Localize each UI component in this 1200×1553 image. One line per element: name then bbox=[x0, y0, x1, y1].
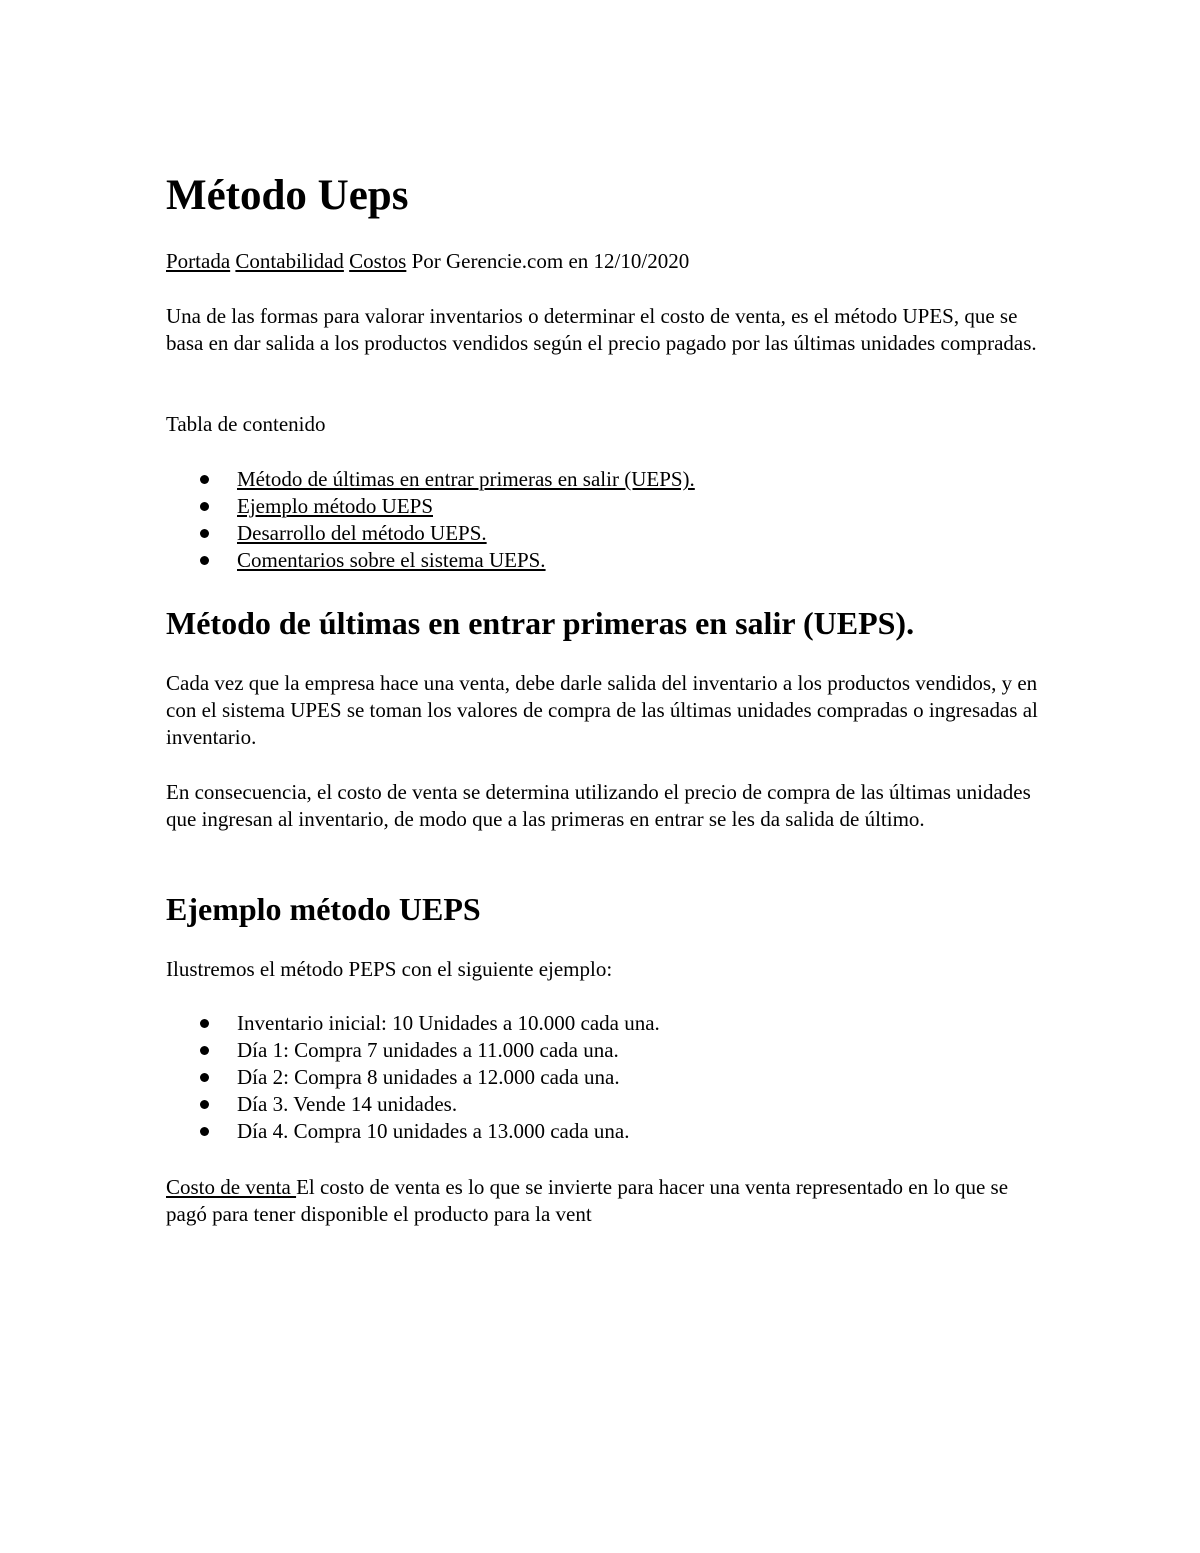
bullet-icon bbox=[200, 556, 209, 565]
intro-paragraph: Una de las formas para valorar inventarios o determinar el costo de venta, es el método UPES, que se basa en dar salida a los productos vendidos según el precio pagado por las últimas unidades compradas. bbox=[166, 304, 1037, 355]
costo-venta-paragraph: Costo de venta El costo de venta es lo que se invierte para hacer una venta representado en lo que se pagó para tener disponible el producto para la vent bbox=[166, 1175, 1009, 1226]
bullet-icon bbox=[200, 1100, 209, 1109]
bullet-icon bbox=[200, 475, 209, 484]
section-heading-metodo: Método de últimas en entrar primeras en salir (UEPS). bbox=[166, 605, 915, 641]
bullet-icon bbox=[200, 1127, 209, 1136]
section1-paragraph-2: En consecuencia, el costo de venta se determina utilizando el precio de compra de las últimas unidades que ingresan al inventario, de modo que a las primeras en entrar se les da salida de último. bbox=[166, 780, 1031, 831]
costo-de-venta-link[interactable]: Costo de venta bbox=[166, 1175, 297, 1199]
toc-list bbox=[166, 466, 1046, 574]
breadcrumb-link-portada[interactable]: Portada bbox=[166, 249, 231, 273]
toc-label: Tabla de contenido bbox=[166, 412, 326, 436]
bullet-icon bbox=[200, 1019, 209, 1028]
ejemplo-item: Día 2: Compra 8 unidades a 12.000 cada una. bbox=[166, 1064, 1046, 1091]
ejemplo-item: Día 3. Vende 14 unidades. bbox=[166, 1091, 1046, 1118]
bullet-icon bbox=[200, 529, 209, 538]
toc-item bbox=[166, 493, 1046, 520]
ejemplo-item: Día 1: Compra 7 unidades a 11.000 cada una. bbox=[166, 1037, 1046, 1064]
breadcrumb-link-costos[interactable]: Costos bbox=[349, 249, 407, 273]
breadcrumb bbox=[166, 248, 1046, 275]
toc-item bbox=[166, 520, 1046, 547]
toc-link-ejemplo[interactable]: Ejemplo método UEPS bbox=[237, 494, 433, 518]
toc-item bbox=[166, 547, 1046, 574]
section1-paragraph-1: Cada vez que la empresa hace una venta, debe darle salida del inventario a los productos vendidos, y en con el sistema UPES se toman los valores de compra de las últimas unidades compradas o ingresadas al inventario. bbox=[166, 671, 1038, 749]
breadcrumb-link-contabilidad[interactable]: Contabilidad bbox=[235, 249, 344, 273]
page-title: Método Ueps bbox=[166, 172, 409, 219]
bullet-icon bbox=[200, 1073, 209, 1082]
section-heading-ejemplo: Ejemplo método UEPS bbox=[166, 891, 481, 927]
toc-link-desarrollo[interactable]: Desarrollo del método UEPS. bbox=[237, 521, 487, 545]
byline: Por Gerencie.com en 12/10/2020 bbox=[411, 249, 690, 273]
bullet-icon bbox=[200, 502, 209, 511]
toc-link-metodo[interactable]: Método de últimas en entrar primeras en salir (UEPS). bbox=[237, 467, 695, 491]
toc-link-comentarios[interactable]: Comentarios sobre el sistema UEPS. bbox=[237, 548, 546, 572]
ejemplo-item: Día 4. Compra 10 unidades a 13.000 cada una. bbox=[166, 1118, 1046, 1145]
ejemplo-item: Inventario inicial: 10 Unidades a 10.000 cada una. bbox=[166, 1010, 1046, 1037]
toc-item bbox=[166, 466, 1046, 493]
ejemplo-list bbox=[166, 1010, 1046, 1145]
bullet-icon bbox=[200, 1046, 209, 1055]
ejemplo-intro: Ilustremos el método PEPS con el siguiente ejemplo: bbox=[166, 957, 613, 981]
